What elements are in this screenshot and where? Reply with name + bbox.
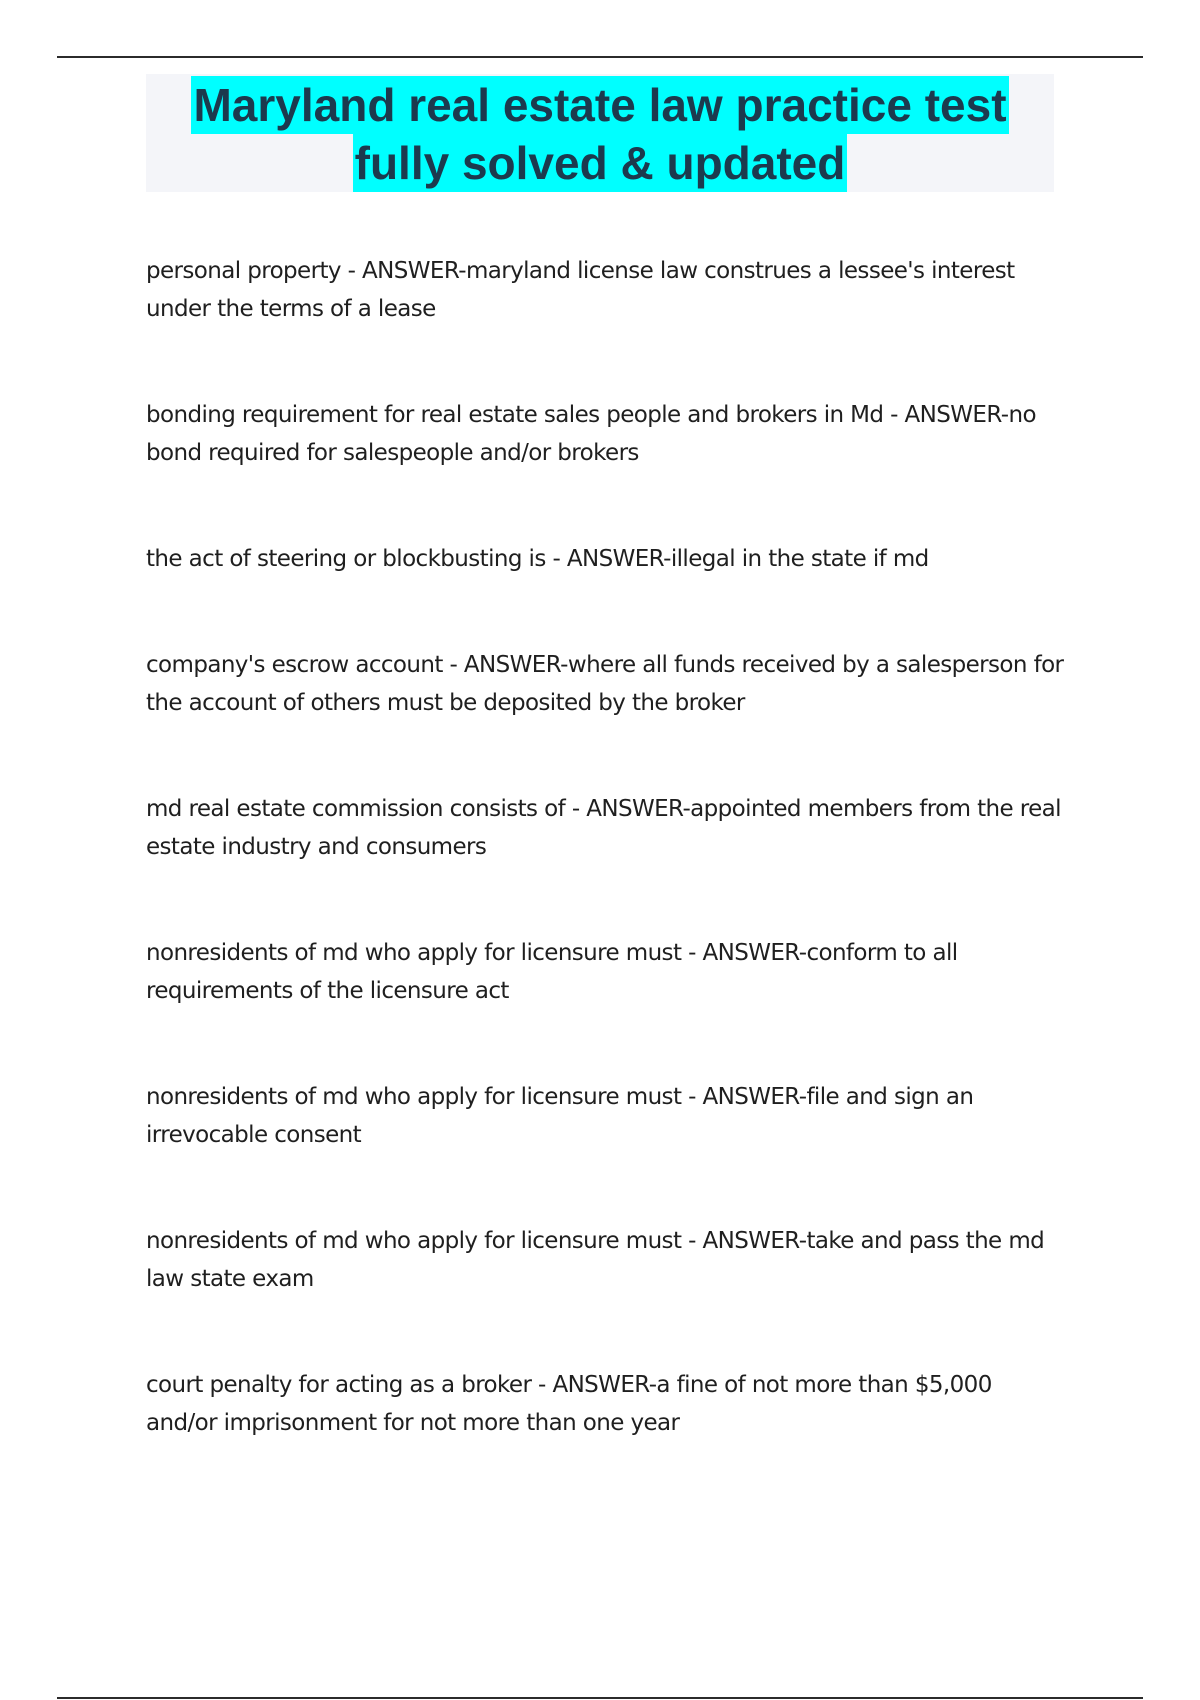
title-box — [146, 74, 1054, 192]
qa-item: court penalty for acting as a broker - ANSWER-a fine of not more than $5,000 and/or imprisonment for not more than one year — [146, 1372, 992, 1436]
qa-item: nonresidents of md who apply for licensure must - ANSWER-conform to all requirements of the licensure act — [146, 940, 958, 1004]
qa-item: md real estate commission consists of - ANSWER-appointed members from the real estate industry and consumers — [146, 796, 1061, 860]
qa-item: nonresidents of md who apply for licensure must - ANSWER-take and pass the md law state exam — [146, 1228, 1045, 1292]
top-rule — [57, 56, 1143, 58]
bottom-rule — [57, 1697, 1143, 1699]
document-title-line-1: Maryland real estate law practice test — [191, 76, 1008, 134]
qa-item: personal property - ANSWER-maryland license law construes a lessee's interest under the terms of a lease — [146, 258, 1015, 322]
qa-item: company's escrow account - ANSWER-where all funds received by a salesperson for the account of others must be deposited by the broker — [146, 652, 1064, 716]
qa-list — [146, 252, 1066, 1442]
qa-item: bonding requirement for real estate sales people and brokers in Md - ANSWER-no bond required for salespeople and/or brokers — [146, 402, 1036, 466]
qa-item: nonresidents of md who apply for licensure must - ANSWER-file and sign an irrevocable consent — [146, 1084, 974, 1148]
qa-item: the act of steering or blockbusting is - ANSWER-illegal in the state if md — [146, 546, 929, 572]
document-title-line-2: fully solved & updated — [353, 134, 848, 192]
